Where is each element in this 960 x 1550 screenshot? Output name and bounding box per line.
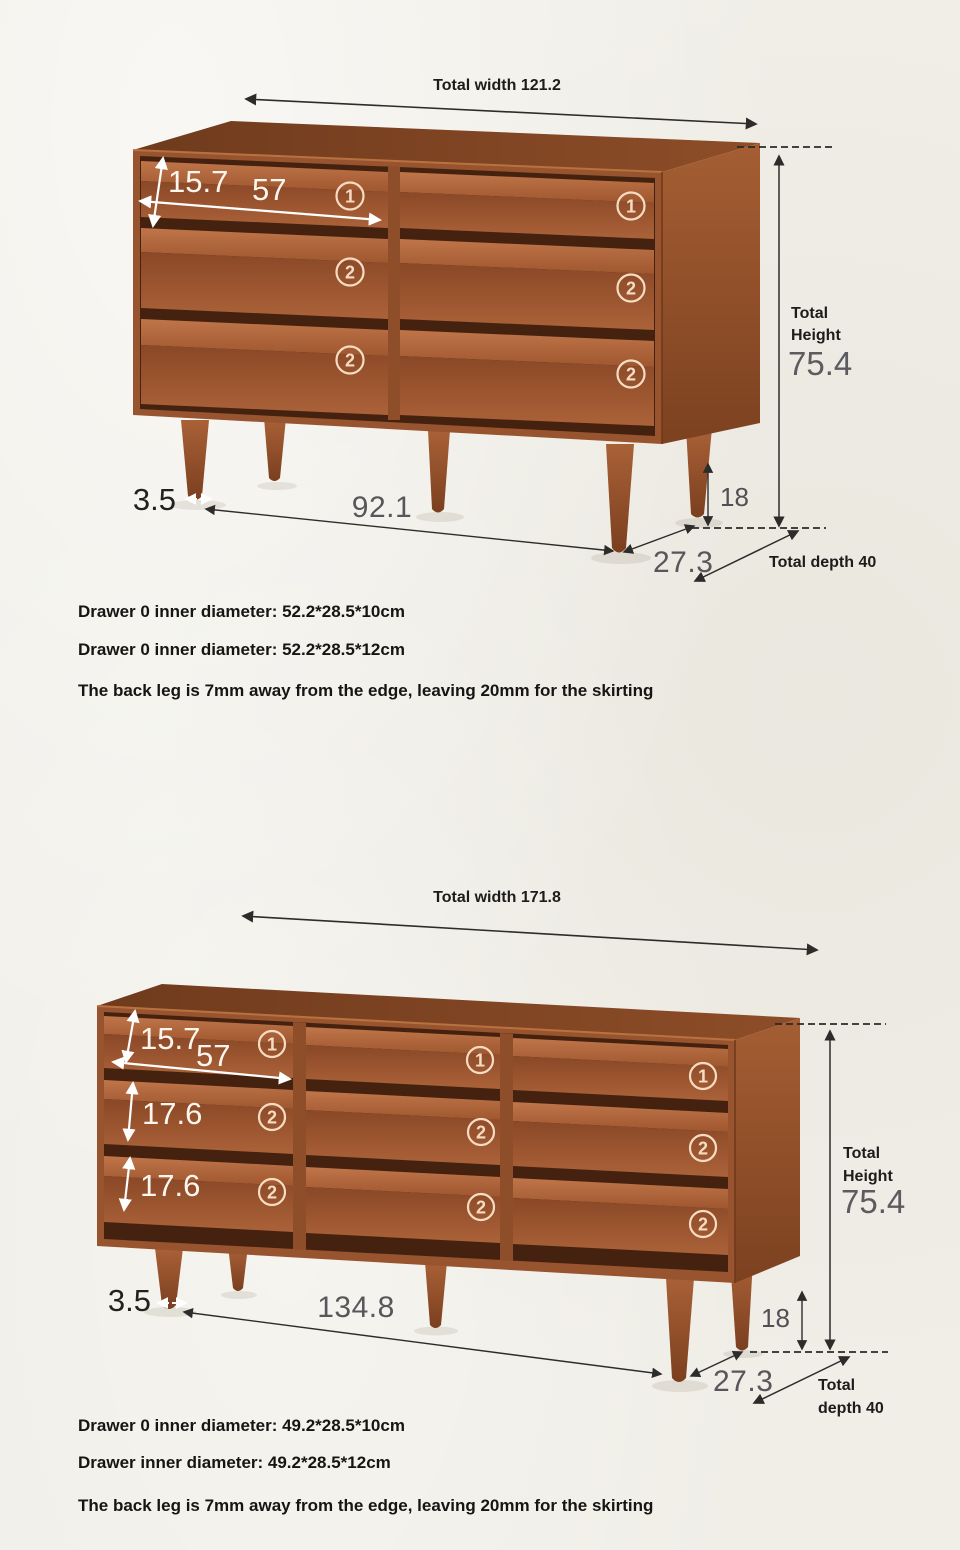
cabinet-side-panel: [662, 143, 760, 444]
drawer-column-middle: [306, 1027, 500, 1243]
drawer-number: 1: [625, 196, 637, 217]
total-height-label-2: Height: [843, 1168, 893, 1185]
drawer-column-right: [513, 1038, 728, 1255]
note-line: Drawer inner diameter: 49.2*28.5*12cm: [78, 1453, 391, 1472]
drawer-front: [400, 263, 654, 330]
drawer-front: [400, 356, 654, 426]
floor-shadows: [170, 482, 723, 564]
drawer-number: 1: [474, 1050, 486, 1071]
drawer-column-right: [400, 172, 654, 426]
drawer-number: 2: [266, 1182, 278, 1203]
leg-span-value: 92.1: [351, 491, 413, 524]
leg-height-value: 18: [761, 1303, 790, 1333]
front-left-leg: [155, 1248, 183, 1309]
drawer-number: 2: [475, 1122, 487, 1143]
total-width-label: Total width 121.2: [433, 77, 561, 94]
drawer-number: 2: [697, 1138, 709, 1159]
six-drawer-diagram: [78, 77, 876, 700]
drawer-number: 2: [344, 262, 356, 283]
drawer-height-value: 17.6: [140, 1168, 201, 1203]
leg-span-value: 134.8: [317, 1291, 395, 1324]
front-right-leg: [606, 444, 634, 553]
total-height-label-1: Total: [791, 305, 829, 322]
drawer-height-value: 15.7: [140, 1021, 201, 1056]
total-depth-label-2: depth 40: [818, 1400, 884, 1417]
leg-height-value: 18: [720, 482, 749, 512]
total-height-label-1: Total: [843, 1145, 881, 1162]
note-line: Drawer 0 inner diameter: 52.2*28.5*12cm: [78, 640, 405, 659]
drawer-width-value: 57: [252, 172, 287, 207]
back-left-leg: [264, 418, 286, 481]
leg-depth-value: 27.3: [713, 1365, 774, 1398]
drawer-number: 1: [344, 186, 356, 207]
center-leg: [428, 430, 450, 513]
drawer-height-value: 17.6: [142, 1096, 203, 1131]
leg-tip-width-value: 3.5: [107, 1283, 151, 1318]
total-depth-label: Total depth 40: [769, 554, 877, 571]
cabinet-side-panel: [735, 1018, 800, 1283]
note-line: Drawer 0 inner diameter: 49.2*28.5*10cm: [78, 1416, 405, 1435]
total-width-arrow: [246, 99, 756, 124]
drawer-number: 2: [697, 1214, 709, 1235]
drawer-number: 2: [266, 1107, 278, 1128]
column-divider: [500, 1033, 513, 1261]
leg-tip-width-value: 3.5: [132, 482, 176, 517]
note-line: Drawer 0 inner diameter: 52.2*28.5*10cm: [78, 602, 405, 621]
drawer-width-value: 57: [196, 1038, 231, 1073]
total-height-value: 75.4: [788, 345, 853, 382]
drawer-number: 1: [266, 1034, 278, 1055]
total-width-arrow: [243, 916, 817, 950]
drawer-number: 2: [625, 364, 637, 385]
front-left-leg: [181, 420, 209, 500]
drawer-number: 2: [475, 1197, 487, 1218]
drawer-number: 2: [625, 278, 637, 299]
column-divider: [388, 166, 400, 420]
nine-drawer-diagram: [78, 889, 905, 1515]
total-height-value: 75.4: [841, 1183, 906, 1220]
drawer-number: 2: [344, 350, 356, 371]
note-line: The back leg is 7mm away from the edge, leaving 20mm for the skirting: [78, 1496, 654, 1515]
drawer-height-value: 15.7: [168, 164, 229, 199]
leg-depth-value: 27.3: [653, 546, 714, 579]
total-depth-label-1: Total: [818, 1377, 856, 1394]
column-divider: [293, 1022, 306, 1250]
total-height-label-2: Height: [791, 327, 841, 344]
drawer-number: 1: [697, 1066, 709, 1087]
center-leg: [425, 1262, 447, 1328]
leg-span-arrow: [184, 1312, 661, 1374]
front-right-leg: [666, 1278, 694, 1382]
total-width-label: Total width 171.8: [433, 889, 561, 906]
note-line: The back leg is 7mm away from the edge, leaving 20mm for the skirting: [78, 681, 654, 700]
